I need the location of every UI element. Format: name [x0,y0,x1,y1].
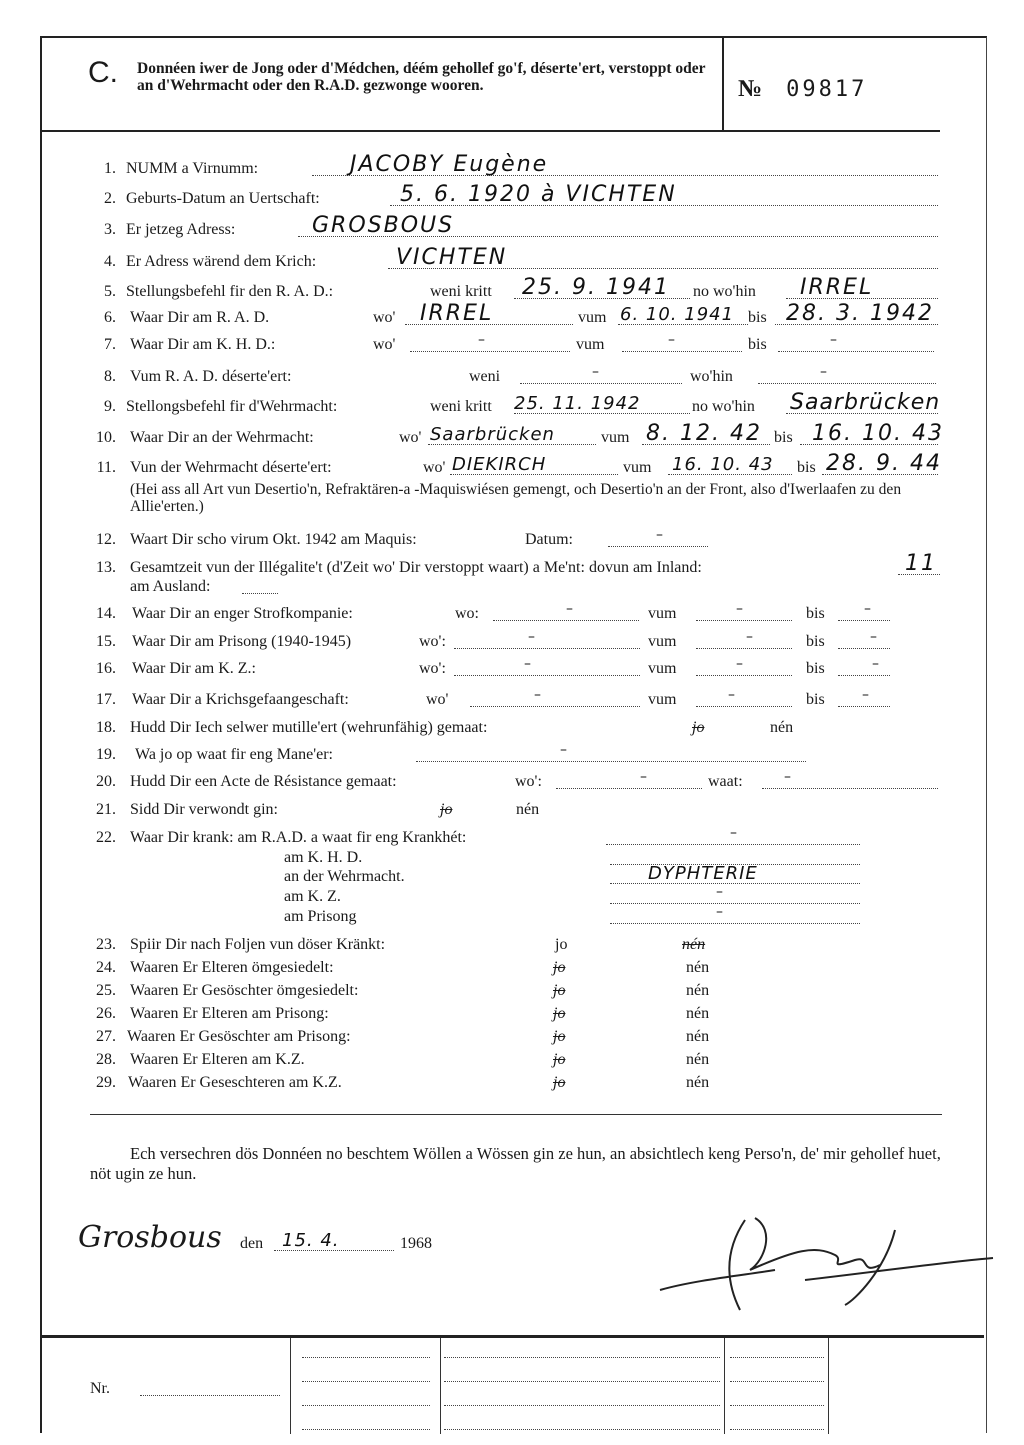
item-13: 13. Gesamtzeit vun der Illégalite't (d'Zeit wo' Dir verstoppt waart) a Me'nt: dovun am Inland: 11 am Ausland: [0,559,1024,583]
item-10: 10. Waar Dir an der Wehrmacht: wo' Saarbrücken vum 8. 12. 42 bis 16. 10. 43 [96,421,944,446]
name-field[interactable]: JACOBY Eugène [350,152,549,177]
item-17: 17. Waar Dir a Krichsgefaangeschaft: wo' – vum – bis – [0,691,1024,715]
section-rule [90,1114,942,1115]
birth-field[interactable]: 5. 6. 1920 à VICHTEN [400,182,677,207]
war-address-field[interactable]: VICHTEN [396,245,508,270]
item-23: 23. Spiir Dir nach Foljen vun döser Kränkt: jo nén [96,936,706,953]
item-2: 2. Geburts-Datum an Uertschaft: 5. 6. 1920 à VICHTEN [0,190,1024,214]
number-value: 09817 [786,77,868,102]
item-16: 16. Waar Dir am K. Z.: wo': – vum – bis – [0,660,1024,684]
header-rule [40,130,940,132]
item-27: 27. Waaren Er Gesöschter am Prisong: jo nén [96,1028,710,1045]
item-11: 11. Vun der Wehrmacht déserte'ert: wo' DIEKIRCH vum 16. 10. 43 bis 28. 9. 44 [96,451,942,476]
signature [655,1210,995,1320]
jo-crossed[interactable]: jo [692,719,705,736]
signing-date: den 15. 4. 1968 [240,1230,432,1252]
item-26: 26. Waaren Er Elteren am Prisong: jo nén [96,1005,710,1022]
number-symbol: № [738,76,763,102]
item-3: 3. Er jetzeg Adress: GROSBOUS [0,221,1024,245]
item-5: 5. Stellungsbefehl fir den R. A. D.: weni kritt 25. 9. 1941 no wo'hin IRREL [0,283,1024,307]
item-15: 15. Waar Dir am Prisong (1940-1945) wo': – vum – bis – [0,633,1024,657]
desertion-note: (Hei ass all Art vun Desertio'n, Refraktären-a -Maquiswiésen gemengt, och Desertio'n an der Front, also d'Iwerlaafen zu den Allie'erten.) [130,481,902,515]
item-22-kz: am K. Z. – [0,888,1024,912]
item-22-wehrmacht: an der Wehrmacht. DYPHTERIE [0,868,1024,892]
item-12: 12. Waart Dir scho virum Okt. 1942 am Maquis: Datum: – [0,531,1024,555]
item-25: 25. Waaren Er Gesöschter ömgesiedelt: jo nén [96,982,710,999]
item-29: 29. Waaren Er Geseschteren am K.Z. jo nén [96,1074,710,1091]
item-21: 21. Sidd Dir verwondt gin: jo nén [96,801,540,818]
header-divider [722,36,724,130]
item-1: 1. NUMM a Virnumm: JACOBY Eugène [0,160,1024,184]
item-9: 9. Stellongsbefehl fir d'Wehrmacht: weni kritt 25. 11. 1942 no wo'hin Saarbrücken [104,390,941,415]
item-6: 6. Waar Dir am R. A. D. wo' IRREL vum 6. 10. 1941 bis 28. 3. 1942 [0,309,1024,333]
item-19: 19. Wa jo op waat fir eng Mane'er: – [0,746,1024,770]
item-7: 7. Waar Dir am K. H. D.: wo' – vum – bis – [0,336,1024,360]
illness-field[interactable]: DYPHTERIE [648,863,758,884]
item-4: 4. Er Adress wärend dem Krich: VICHTEN [0,253,1024,277]
item-18: 18. Hudd Dir Iech selwer mutille'ert (wehrunfähig) gemaat: jo nén [96,719,794,736]
item-22: 22. Waar Dir krank: am R.A.D. a waat fir eng Krankhét: – [0,829,1024,853]
address-field[interactable]: GROSBOUS [312,213,455,238]
section-letter: C. [88,56,118,89]
signing-place[interactable]: Grosbous [78,1220,222,1255]
item-20: 20. Hudd Dir een Acte de Résistance gemaat: wo': – waat: – [0,773,1024,797]
nr-label: Nr. [90,1380,110,1397]
item-8: 8. Vum R. A. D. déserte'ert: weni – wo'hin – [0,368,1024,392]
form-number [738,76,867,103]
bottom-grid [40,1335,984,1434]
item-22-prisong: am Prisong – [0,908,1024,932]
item-14: 14. Waar Dir an enger Strofkompanie: wo: – vum – bis – [0,605,1024,629]
item-24: 24. Waaren Er Elteren ömgesiedelt: jo nén [96,959,710,976]
form-heading: Donnéen iwer de Jong oder d'Médchen, déém gehollef go'f, déserte'ert, verstoppt oder an d'Wehrmacht oder den R.A.D. gezwonge wooren. [137,60,706,94]
item-22-khd: am K. H. D. [0,849,1024,873]
item-28: 28. Waaren Er Elteren am K.Z. jo nén [96,1051,710,1068]
declaration: Ech versechren dös Donnéen no beschtem Wöllen a Wössen gin ze hun, an absichtlech keng Perso'n, de' mir gehollef huet, nöt ugin ze hun. [90,1144,941,1183]
